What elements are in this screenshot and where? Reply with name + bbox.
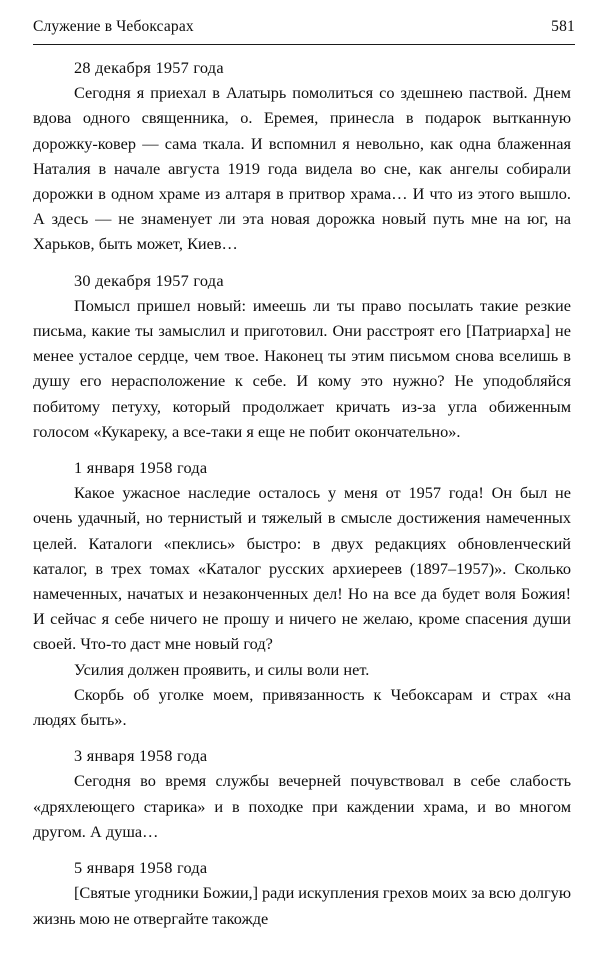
diary-entry [33,743,571,844]
entry-paragraph: Усилия должен проявить, и силы воли нет. [74,659,370,679]
diary-entry [33,455,571,732]
entry-paragraph: Скорбь об уголке моем, привязанность к Чебоксарам и страх «на людях быть». [33,684,571,730]
diary-entry [33,855,571,931]
body-text-column [33,55,571,931]
entry-paragraph: Какое ужасное наследие осталось у меня от 1957 года! Он был не очень удачный, но тернистый и тяжелый в смысле достижения намеченных целей. Каталоги «пеклись» быстро: в двух редакциях обновленческий каталог, в трех томах «Каталог русских архиереев (1897–1957)». Сколько намеченных, начатых и незаконченных дел! Но на все да будет воля Божия! И сейчас я себе ничего не прошу и ничего не желаю, кроме спасения души своей. Что-то даст мне новый год? [33,483,571,654]
entry-paragraph: Сегодня я приехал в Алатырь помолиться со здешнею паствой. Днем вдова одного священника, о. Еремея, принесла в подарок вытканную дорожку-ковер — сама ткала. И вспомнил я невольно, как одна блаженная Наталия в начале августа 1919 года видела во сне, как ангелы собирали дорожки в одном храме из алтаря в притвор храма… И что из этого вышло. А здесь — не знаменует ли эта новая дорожка новый путь мне на юг, на Харьков, быть может, Киев… [33,83,571,254]
entry-date-heading: 3 января 1958 года [74,746,208,766]
entry-paragraph: Помысл пришел новый: имеешь ли ты право посылать такие резкие письма, какие ты замыслил и приготовил. Они расстроят его [Патриарха] не менее усталое сердце, чем твое. Наконец ты этим письмом снова вселишь в душу его нерасположение к себе. И кому это нужно? Не уподобляйся побитому петуху, который продолжает кричать из-за угла обиженным голосом «Кукареку, а все-таки я еще не побит окончательно». [33,295,571,441]
entry-date-heading: 28 декабря 1957 года [74,58,224,77]
header-divider-rule [33,44,575,45]
diary-entry [33,268,571,444]
entry-paragraph: [Святые угодники Божии,] ради искупления грехов моих за всю долгую жизнь мою не отвергайте такожде [33,883,571,928]
entry-date-heading: 5 января 1958 года [74,858,208,878]
entry-paragraph: Сегодня во время службы вечерней почувствовал в себе слабость «дряхлеющего старика» и в походке при каждении храма, и во многом другом. А душа… [33,771,571,841]
entry-date-heading: 30 декабря 1957 года [74,270,224,290]
entry-date-heading: 1 января 1958 года [74,458,208,478]
diary-entry [33,55,571,257]
running-head-title: Служение в Чебоксарах [33,18,194,35]
running-head [33,18,575,42]
page-number: 581 [551,18,575,35]
